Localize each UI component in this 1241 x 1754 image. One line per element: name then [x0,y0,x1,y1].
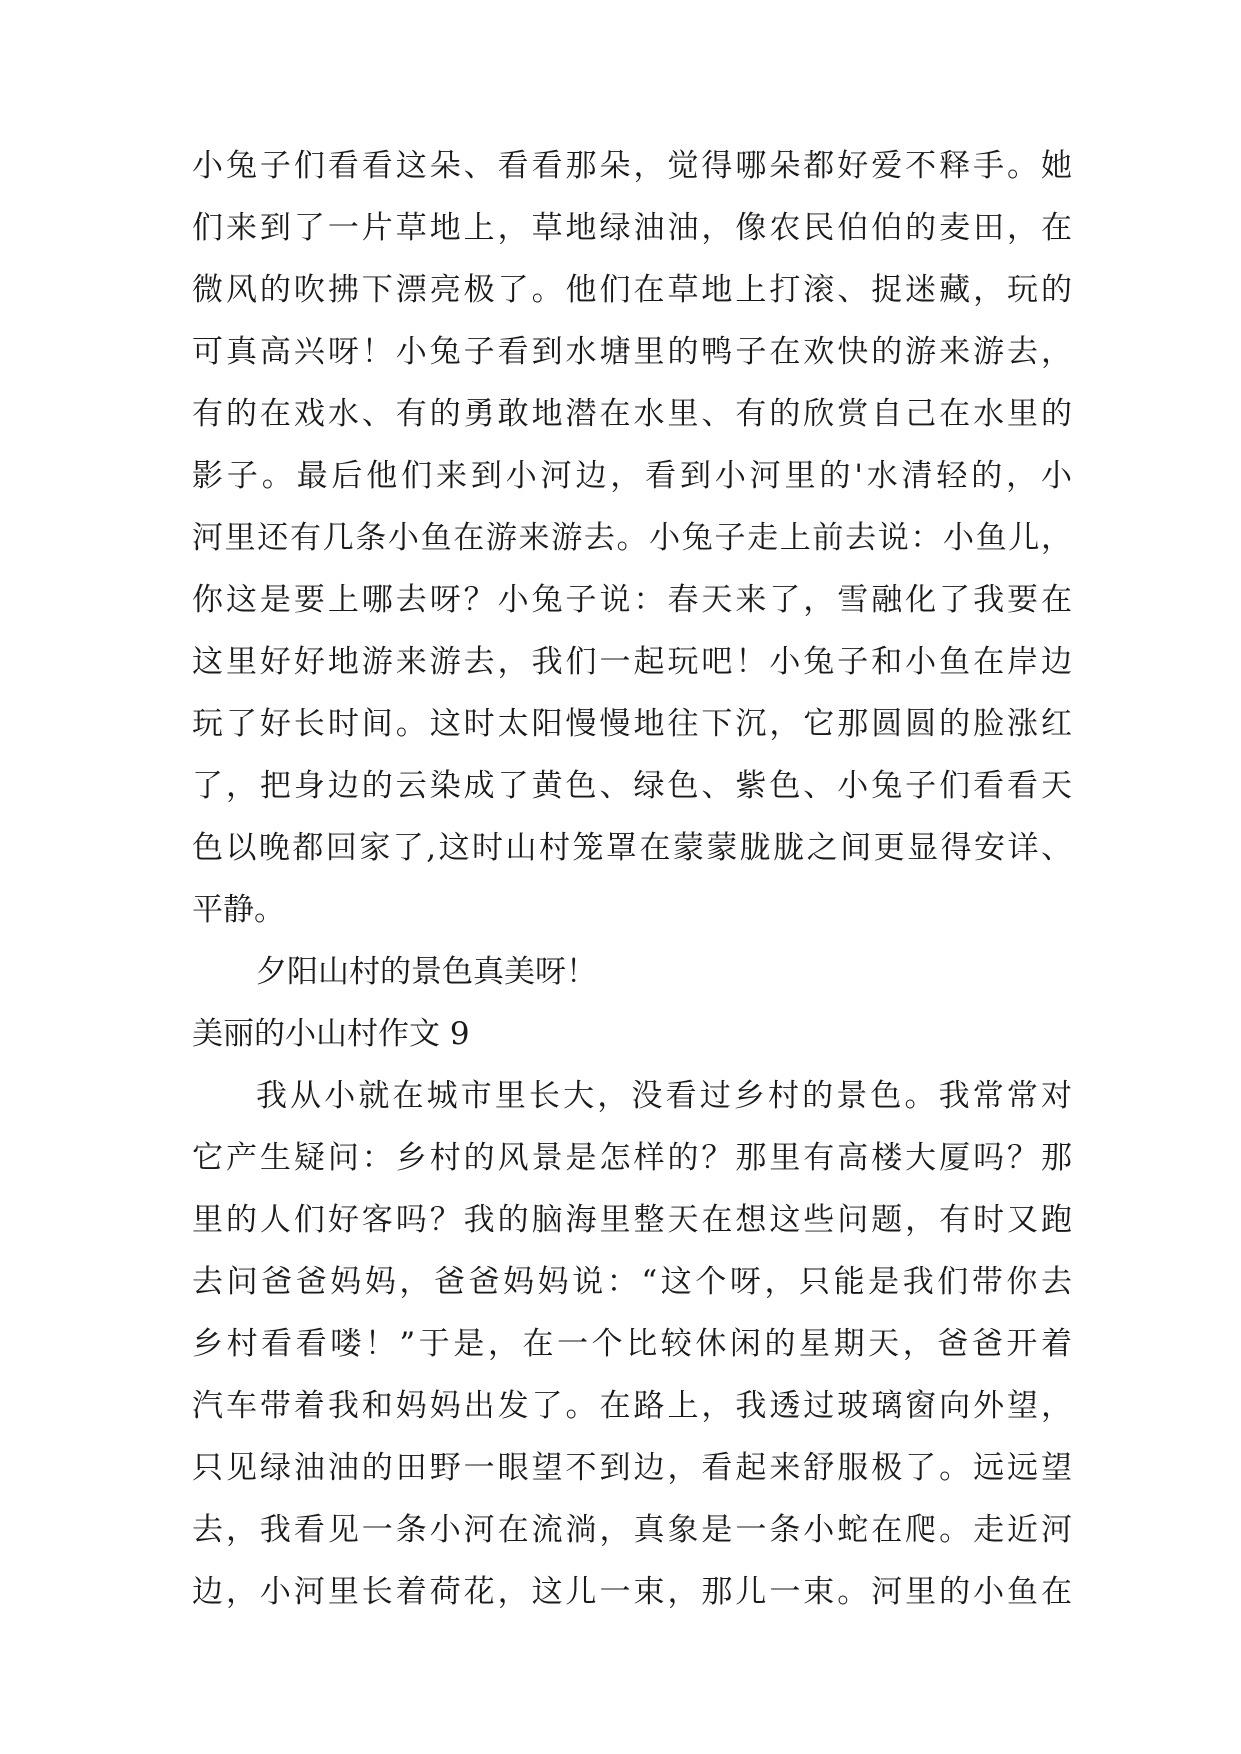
paragraph-line: 河里还有几条小鱼在游来游去。小兔子走上前去说：小鱼儿， [192,520,1072,556]
paragraph-line: 你这是要上哪去呀？小兔子说：春天来了，雪融化了我要在 [192,582,1072,618]
paragraph-line: 影子。最后他们来到小河边，看到小河里的'水清轻的，小 [192,458,1072,494]
paragraph-line: 汽车带着我和妈妈出发了。在路上，我透过玻璃窗向外望， [192,1388,1072,1424]
paragraph-line: 只见绿油油的田野一眼望不到边，看起来舒服极了。远远望 [192,1450,1072,1486]
paragraph-line: 乡村看看喽！”于是，在一个比较休闲的星期天，爸爸开着 [192,1326,1072,1362]
paragraph-line: 夕阳山村的景色真美呀！ [256,954,597,990]
paragraph-line: 这里好好地游来游去，我们一起玩吧！小兔子和小鱼在岸边 [192,644,1072,680]
paragraph-line: 边，小河里长着荷花，这儿一束，那儿一束。河里的小鱼在 [192,1574,1072,1610]
paragraph-line: 有的在戏水、有的勇敢地潜在水里、有的欣赏自己在水里的 [192,396,1072,432]
paragraph-line: 里的人们好客吗？我的脑海里整天在想这些问题，有时又跑 [192,1202,1072,1238]
paragraph-line: 平静。 [192,892,285,928]
paragraph-line: 可真高兴呀！小兔子看到水塘里的鸭子在欢快的游来游去， [192,334,1072,370]
paragraph-line: 小兔子们看看这朵、看看那朵，觉得哪朵都好爱不释手。她 [192,148,1072,184]
section-heading: 美丽的小山村作文 9 [192,1016,470,1052]
paragraph-line: 它产生疑问：乡村的风景是怎样的？那里有高楼大厦吗？那 [192,1140,1072,1176]
paragraph-line: 玩了好长时间。这时太阳慢慢地往下沉，它那圆圆的脸涨红 [192,706,1072,742]
paragraph-line: 了，把身边的云染成了黄色、绿色、紫色、小兔子们看看天 [192,768,1072,804]
paragraph-line: 微风的吹拂下漂亮极了。他们在草地上打滚、捉迷藏，玩的 [192,272,1072,308]
paragraph-line: 色以晚都回家了,这时山村笼罩在蒙蒙胧胧之间更显得安详、 [192,830,1072,866]
paragraph-line: 们来到了一片草地上，草地绿油油，像农民伯伯的麦田，在 [192,210,1072,246]
paragraph-line: 去，我看见一条小河在流淌，真象是一条小蛇在爬。走近河 [192,1512,1072,1548]
paragraph-line: 去问爸爸妈妈，爸爸妈妈说：“这个呀，只能是我们带你去 [192,1264,1072,1300]
paragraph-line: 我从小就在城市里长大，没看过乡村的景色。我常常对 [256,1078,1072,1114]
